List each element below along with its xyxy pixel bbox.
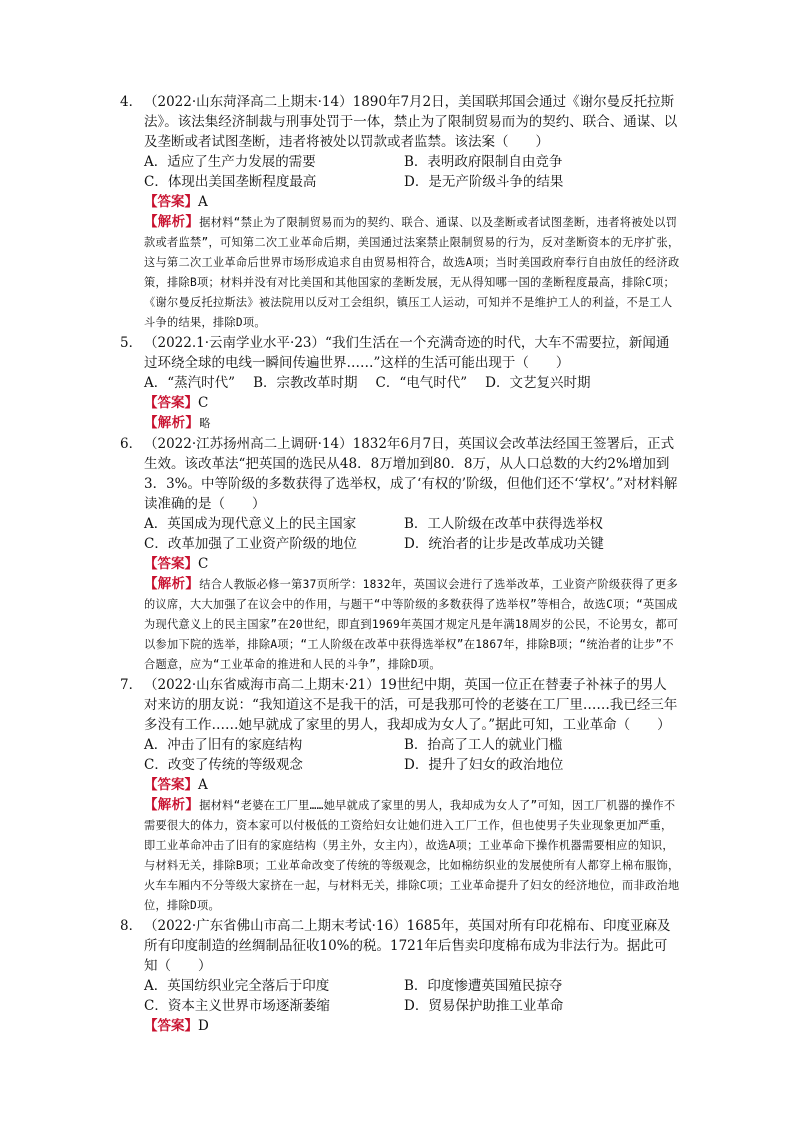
question-stem: （2022·山东菏泽高二上期末·14）1890年7月2日，美国联邦国会通过《谢尔曼反托拉斯法》。该法集经济制裁与刑事处罚于一体，禁止为了限制贸易而为的契约、联合、通谋、以及垄断或者试图垄断，违者将被处以罚款或者监禁。该法案（ ） xyxy=(144,94,678,150)
analysis-tag: 【解析】 xyxy=(144,576,200,592)
answer-tag: 【答案】 xyxy=(144,777,198,793)
answer-line xyxy=(120,393,680,413)
analysis-text: 略 xyxy=(199,417,211,430)
analysis-tag: 【解析】 xyxy=(144,797,200,813)
answer-line xyxy=(120,192,680,212)
option-b: B．宗教改革时期 xyxy=(253,375,358,391)
document-page xyxy=(120,92,680,1036)
answer-value: C xyxy=(198,395,209,411)
option-c: C．改革加强了工业资产阶级的地位 xyxy=(144,536,357,552)
option-c: C．体现出美国垄断程度最高 xyxy=(144,174,317,190)
question-number: 4． xyxy=(120,94,143,110)
answer-tag: 【答案】 xyxy=(144,194,198,210)
answer-line xyxy=(120,1016,680,1036)
option-b: B．工人阶级在改革中获得选举权 xyxy=(404,516,603,532)
answer-value: D xyxy=(198,1018,209,1034)
analysis-tag: 【解析】 xyxy=(144,214,200,230)
analysis-block xyxy=(120,413,680,434)
option-d: D．提升了妇女的政治地位 xyxy=(404,757,564,773)
question-number: 6． xyxy=(120,436,143,452)
option-d: D．贸易保护助推工业革命 xyxy=(404,998,564,1014)
option-d: D．统治者的让步是改革成功关键 xyxy=(404,536,604,552)
answer-line xyxy=(120,554,680,574)
answer-value: C xyxy=(198,556,209,572)
analysis-block xyxy=(120,795,680,916)
answer-tag: 【答案】 xyxy=(144,1018,198,1034)
question-number: 7． xyxy=(120,677,143,693)
option-a: A．英国纺织业完全落后于印度 xyxy=(144,978,330,994)
answer-value: A xyxy=(198,777,208,793)
option-a: A．“蒸汽时代” xyxy=(144,375,236,391)
analysis-tag: 【解析】 xyxy=(144,415,200,431)
answer-tag: 【答案】 xyxy=(144,556,198,572)
question-number: 8． xyxy=(120,918,143,934)
option-a: A．适应了生产力发展的需要 xyxy=(144,154,316,170)
option-c: C．资本主义世界市场逐渐萎缩 xyxy=(144,998,330,1014)
answer-tag: 【答案】 xyxy=(144,395,198,411)
option-c: C．“电气时代” xyxy=(375,375,468,391)
analysis-text: 结合人教版必修一第37页所学：1832年，英国议会进行了选举改革，工业资产阶级获得了更多的议席，大大加强了在议会中的作用，与题干“中等阶级的多数获得了选举权”等相合，故选C项；“英国成为现代意义上的民主国家”在20世纪，即直到1969年英国才规定凡是年满18周岁的公民，不论男女，都可以参加下院的选举，排除A项；“工人阶级在改革中获得选举权”在1867年，排除B项；“统治者的让步”不合题意，应为“工业革命的推进和人民的斗争”，排除D项。 xyxy=(144,578,679,671)
option-d: D．文艺复兴时期 xyxy=(485,375,591,391)
question-stem: （2022.1·云南学业水平·23）“我们生活在一个充满奇迹的时代，大车不需要拉，新闻通过环绕全球的电线一瞬间传遍世界……”这样的生活可能出现于（ ） xyxy=(144,335,670,371)
question-4 xyxy=(120,92,680,333)
option-b: B．抬高了工人的就业门槛 xyxy=(404,737,563,753)
option-a: A．冲击了旧有的家庭结构 xyxy=(144,737,303,753)
option-c: C．改变了传统的等级观念 xyxy=(144,757,303,773)
question-number: 5． xyxy=(120,335,143,351)
answer-line xyxy=(120,775,680,795)
option-b: B．印度惨遭英国殖民掠夺 xyxy=(404,978,563,994)
analysis-block xyxy=(120,574,680,675)
option-b: B．表明政府限制自由竞争 xyxy=(404,154,563,170)
analysis-block xyxy=(120,212,680,333)
option-d: D．是无产阶级斗争的结果 xyxy=(404,174,564,190)
option-a: A．英国成为现代意义上的民主国家 xyxy=(144,516,357,532)
question-stem: （2022·山东省威海市高二上期末·21）19世纪中期，英国一位正在替妻子补袜子的男人对来访的朋友说：“我知道这不是我干的活，可是我那可怜的老婆在工厂里……我已经三年多没有工作……她早就成了家里的男人，我却成为女人了。”据此可知，工业革命（ ） xyxy=(144,677,678,733)
analysis-text: 据材料“禁止为了限制贸易而为的契约、联合、通谋、以及垄断或者试图垄断，违者将被处以罚款或者监禁”，可知第二次工业革命后期，美国通过法案禁止限制贸易的行为，反对垄断资本的无序扩张，这与第二次工业革命后世界市场形成追求自由贸易相符合，故选A项；当时美国政府奉行自由放任的经济政策，排除B项；材料并没有对比美国和其他国家的垄断发展，无从得知哪一国的垄断程度最高，排除C项；《谢尔曼反托拉斯法》被法院用以反对工会组织，镇压工人运动，可知并不是维护工人的利益，不是工人斗争的结果，排除D项。 xyxy=(144,216,680,329)
question-stem: （2022·广东省佛山市高二上期末考试·16）1685年，英国对所有印花棉布、印度亚麻及所有印度制造的丝绸制品征收10%的税。1721年后售卖印度棉布成为非法行为。据此可知（ ） xyxy=(144,918,671,974)
answer-value: A xyxy=(198,194,208,210)
question-7 xyxy=(120,675,680,916)
analysis-text: 据材料“老婆在工厂里……她早就成了家里的男人，我却成为女人了”可知，因工厂机器的操作不需要很大的体力，资本家可以付极低的工资给妇女让她们进入工厂工作，但也使男子失业现象更加严重，即工业革命冲击了旧有的家庭结构（男主外，女主内），故选A项；工业革命下操作机器需要相应的知识，与材料无关，排除B项；工业革命改变了传统的等级观念，比如棉纺织业的发展使所有人都穿上棉布服饰，火车车厢内不分等级大家挤在一起，与材料无关，排除C项；工业革命提升了妇女的经济地位，而非政治地位，排除D项。 xyxy=(144,799,680,912)
question-5 xyxy=(120,333,680,434)
question-8 xyxy=(120,916,680,1036)
question-6 xyxy=(120,434,680,675)
question-stem: （2022·江苏扬州高二上调研·14）1832年6月7日，英国议会改革法经国王签署后，正式生效。该改革法“把英国的选民从48．8万增加到80．8万，从人口总数的大约2%增加到3．3%。中等阶级的多数获得了选举权，成了‘有权的’阶级，但他们还不‘掌权’。”对材料解读准确的是（ ） xyxy=(144,436,678,512)
